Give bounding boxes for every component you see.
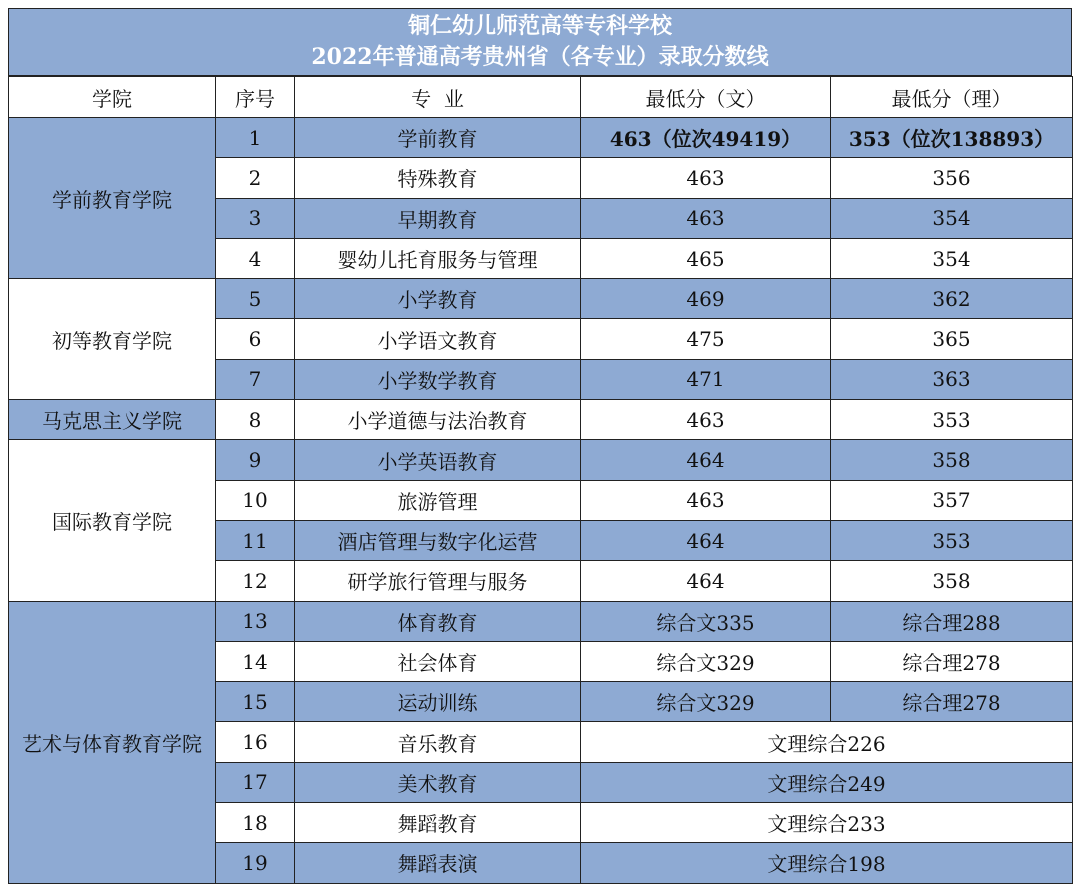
min-score-li-cell: 综合理288 bbox=[831, 601, 1073, 641]
min-score-wen-cell: 465 bbox=[581, 238, 831, 278]
row-index: 5 bbox=[216, 279, 295, 319]
min-score-li-cell: 综合理278 bbox=[831, 682, 1073, 722]
row-index: 3 bbox=[216, 198, 295, 238]
min-score-li-cell: 363 bbox=[831, 359, 1073, 399]
row-index: 19 bbox=[216, 843, 295, 883]
min-score-li-cell: 354 bbox=[831, 198, 1073, 238]
major-cell: 小学教育 bbox=[295, 279, 581, 319]
row-index: 7 bbox=[216, 359, 295, 399]
row-index: 18 bbox=[216, 803, 295, 843]
table-row bbox=[9, 118, 1073, 158]
major-cell: 研学旅行管理与服务 bbox=[295, 561, 581, 601]
college-cell: 马克思主义学院 bbox=[9, 400, 216, 440]
row-index: 2 bbox=[216, 158, 295, 198]
min-score-wen-cell: 469 bbox=[581, 279, 831, 319]
header-min-score-wen: 最低分（文） bbox=[581, 77, 831, 118]
min-score-li-cell: 354 bbox=[831, 238, 1073, 278]
major-cell: 早期教育 bbox=[295, 198, 581, 238]
header-college: 学院 bbox=[9, 77, 216, 118]
score-table-container bbox=[8, 8, 1072, 884]
major-cell: 婴幼儿托育服务与管理 bbox=[295, 238, 581, 278]
min-score-li-cell: 综合理278 bbox=[831, 641, 1073, 681]
header-major: 专 业 bbox=[295, 77, 581, 118]
combined-score-cell: 文理综合249 bbox=[581, 762, 1073, 802]
row-index: 8 bbox=[216, 400, 295, 440]
min-score-li-cell: 362 bbox=[831, 279, 1073, 319]
min-score-li-cell: 365 bbox=[831, 319, 1073, 359]
row-index: 16 bbox=[216, 722, 295, 762]
header-index: 序号 bbox=[216, 77, 295, 118]
table-row bbox=[9, 400, 1073, 440]
combined-score-cell: 文理综合233 bbox=[581, 803, 1073, 843]
row-index: 17 bbox=[216, 762, 295, 802]
major-cell: 音乐教育 bbox=[295, 722, 581, 762]
row-index: 13 bbox=[216, 601, 295, 641]
major-cell: 体育教育 bbox=[295, 601, 581, 641]
min-score-wen-cell: 464 bbox=[581, 561, 831, 601]
row-index: 1 bbox=[216, 118, 295, 158]
header-row bbox=[9, 77, 1073, 118]
table-row bbox=[9, 601, 1073, 641]
table-row bbox=[9, 440, 1073, 480]
min-score-li-cell: 358 bbox=[831, 440, 1073, 480]
min-score-wen-cell: 463 bbox=[581, 480, 831, 520]
row-index: 4 bbox=[216, 238, 295, 278]
table-row bbox=[9, 279, 1073, 319]
row-index: 15 bbox=[216, 682, 295, 722]
college-cell: 艺术与体育教育学院 bbox=[9, 601, 216, 883]
college-cell: 初等教育学院 bbox=[9, 279, 216, 400]
school-name: 铜仁幼儿师范高等专科学校 bbox=[407, 13, 672, 39]
min-score-wen-cell: 463（位次49419） bbox=[581, 118, 831, 158]
major-cell: 学前教育 bbox=[295, 118, 581, 158]
major-cell: 小学数学教育 bbox=[295, 359, 581, 399]
min-score-wen-cell: 463 bbox=[581, 158, 831, 198]
major-cell: 特殊教育 bbox=[295, 158, 581, 198]
min-score-wen-cell: 463 bbox=[581, 198, 831, 238]
min-score-li-cell: 353（位次138893） bbox=[831, 118, 1073, 158]
min-score-wen-cell: 综合文329 bbox=[581, 641, 831, 681]
row-index: 10 bbox=[216, 480, 295, 520]
major-cell: 舞蹈表演 bbox=[295, 843, 581, 883]
admission-score-table bbox=[8, 76, 1073, 884]
min-score-wen-cell: 464 bbox=[581, 520, 831, 560]
table-title bbox=[8, 8, 1072, 76]
row-index: 9 bbox=[216, 440, 295, 480]
min-score-wen-cell: 475 bbox=[581, 319, 831, 359]
min-score-wen-cell: 464 bbox=[581, 440, 831, 480]
major-cell: 小学语文教育 bbox=[295, 319, 581, 359]
major-cell: 小学道德与法治教育 bbox=[295, 400, 581, 440]
combined-score-cell: 文理综合198 bbox=[581, 843, 1073, 883]
min-score-wen-cell: 463 bbox=[581, 400, 831, 440]
row-index: 14 bbox=[216, 641, 295, 681]
table-body bbox=[9, 118, 1073, 884]
header-min-score-li: 最低分（理） bbox=[831, 77, 1073, 118]
college-cell: 学前教育学院 bbox=[9, 118, 216, 279]
row-index: 6 bbox=[216, 319, 295, 359]
major-cell: 酒店管理与数字化运营 bbox=[295, 520, 581, 560]
table-subtitle: 2022年普通高考贵州省（各专业）录取分数线 bbox=[311, 44, 769, 70]
min-score-li-cell: 356 bbox=[831, 158, 1073, 198]
min-score-wen-cell: 综合文335 bbox=[581, 601, 831, 641]
major-cell: 舞蹈教育 bbox=[295, 803, 581, 843]
major-cell: 美术教育 bbox=[295, 762, 581, 802]
major-cell: 旅游管理 bbox=[295, 480, 581, 520]
row-index: 11 bbox=[216, 520, 295, 560]
major-cell: 社会体育 bbox=[295, 641, 581, 681]
major-cell: 小学英语教育 bbox=[295, 440, 581, 480]
min-score-li-cell: 353 bbox=[831, 400, 1073, 440]
min-score-li-cell: 353 bbox=[831, 520, 1073, 560]
min-score-wen-cell: 综合文329 bbox=[581, 682, 831, 722]
college-cell: 国际教育学院 bbox=[9, 440, 216, 601]
min-score-wen-cell: 471 bbox=[581, 359, 831, 399]
min-score-li-cell: 357 bbox=[831, 480, 1073, 520]
combined-score-cell: 文理综合226 bbox=[581, 722, 1073, 762]
major-cell: 运动训练 bbox=[295, 682, 581, 722]
min-score-li-cell: 358 bbox=[831, 561, 1073, 601]
row-index: 12 bbox=[216, 561, 295, 601]
